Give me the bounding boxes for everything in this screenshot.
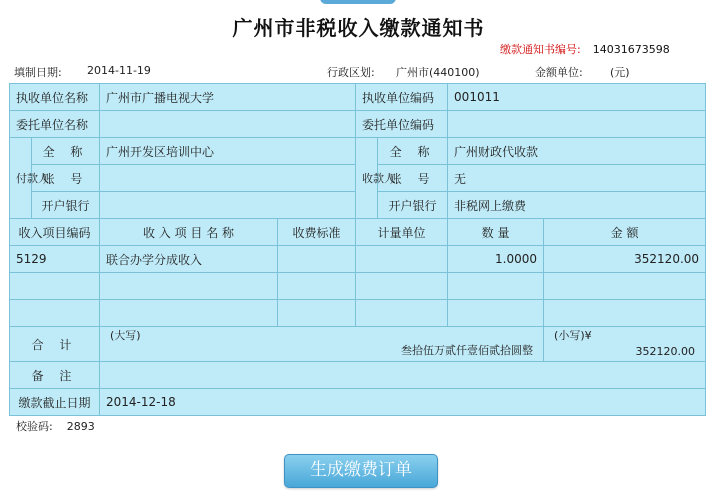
empty-cell	[10, 300, 100, 327]
item-name: 联合办学分成收入	[100, 246, 278, 273]
empty-cell	[278, 300, 356, 327]
trust-row	[10, 111, 706, 138]
notice-number	[500, 41, 670, 57]
table-row	[10, 246, 706, 273]
col-standard: 收费标准	[278, 219, 356, 246]
col-quantity: 数 量	[448, 219, 544, 246]
payee-account-label: 账 号	[378, 165, 448, 192]
remark-label: 备 注	[10, 362, 100, 389]
generate-order-button[interactable]: 生成缴费订单	[284, 454, 438, 488]
fill-date-value: 2014-11-19	[87, 64, 151, 77]
empty-cell	[356, 300, 448, 327]
table-row-empty	[10, 273, 706, 300]
payee-bank-value: 非税网上缴费	[448, 192, 706, 219]
table-row-empty	[10, 300, 706, 327]
deadline-value: 2014-12-18	[100, 389, 706, 416]
total-big-wrap	[106, 327, 537, 361]
payer-name-value: 广州开发区培训中心	[100, 138, 356, 165]
collector-name-label: 执收单位名称	[10, 84, 100, 111]
amount-unit-label: 金额单位:	[535, 66, 583, 79]
total-big-amount: 叁拾伍万贰仟壹佰贰拾圆整	[401, 344, 534, 357]
collector-code-label: 执收单位编码	[356, 84, 448, 111]
payer-bank-label: 开户银行	[32, 192, 100, 219]
total-small-amount: 352120.00	[635, 345, 696, 358]
total-big-label: (大写)	[110, 329, 141, 342]
check-code	[16, 418, 95, 434]
collector-row	[10, 84, 706, 111]
col-amount: 金 额	[544, 219, 706, 246]
collector-code-value: 001011	[448, 84, 706, 111]
items-header-row	[10, 219, 706, 246]
payee-bank-label: 开户银行	[378, 192, 448, 219]
empty-cell	[448, 300, 544, 327]
trust-name-value	[100, 111, 356, 138]
payee-side-label: 收款人	[356, 138, 378, 219]
notice-number-value: 14031673598	[592, 43, 670, 56]
deadline-row	[10, 389, 706, 416]
total-label: 合 计	[10, 327, 100, 362]
trust-name-label: 委托单位名称	[10, 111, 100, 138]
empty-cell	[278, 273, 356, 300]
empty-cell	[448, 273, 544, 300]
payer-account-value	[100, 165, 356, 192]
col-item-code: 收入项目编码	[10, 219, 100, 246]
fill-date-label: 填制日期:	[14, 66, 62, 79]
check-code-label: 校验码:	[16, 420, 53, 433]
trust-code-value	[448, 111, 706, 138]
region-label: 行政区划:	[327, 66, 375, 79]
payee-account-value: 无	[448, 165, 706, 192]
col-item-name: 收 入 项 目 名 称	[100, 219, 278, 246]
payer-account-label: 账 号	[32, 165, 100, 192]
deadline-label: 缴款截止日期	[10, 389, 100, 416]
amount-unit-value: (元)	[610, 66, 630, 79]
empty-cell	[356, 273, 448, 300]
notice-form-table	[9, 83, 706, 416]
notice-number-label: 缴款通知书编号:	[500, 43, 581, 56]
total-row	[10, 327, 706, 362]
payer-side-label: 付款人	[10, 138, 32, 219]
page-title: 广州市非税收入缴款通知书	[232, 16, 485, 40]
item-code: 5129	[10, 246, 100, 273]
total-small-wrap	[550, 327, 699, 361]
check-code-value: 2893	[66, 420, 95, 433]
collector-name-value: 广州市广播电视大学	[100, 84, 356, 111]
empty-cell	[544, 300, 706, 327]
item-unit	[356, 246, 448, 273]
empty-cell	[10, 273, 100, 300]
item-standard	[278, 246, 356, 273]
empty-cell	[544, 273, 706, 300]
region-value: 广州市(440100)	[396, 66, 480, 79]
remark-row	[10, 362, 706, 389]
item-quantity: 1.0000	[448, 246, 544, 273]
item-amount: 352120.00	[544, 246, 706, 273]
payee-name-label: 全 称	[378, 138, 448, 165]
total-small-cell	[544, 327, 706, 362]
payer-name-label: 全 称	[32, 138, 100, 165]
col-unit: 计量单位	[356, 219, 448, 246]
total-small-label: (小写)¥	[554, 329, 592, 342]
payee-name-value: 广州财政代收款	[448, 138, 706, 165]
trust-code-label: 委托单位编码	[356, 111, 448, 138]
party-name-row	[10, 138, 706, 165]
top-tab-decoration	[320, 0, 396, 4]
payer-bank-value	[100, 192, 356, 219]
total-big-cell	[100, 327, 544, 362]
remark-value	[100, 362, 706, 389]
empty-cell	[100, 273, 278, 300]
empty-cell	[100, 300, 278, 327]
